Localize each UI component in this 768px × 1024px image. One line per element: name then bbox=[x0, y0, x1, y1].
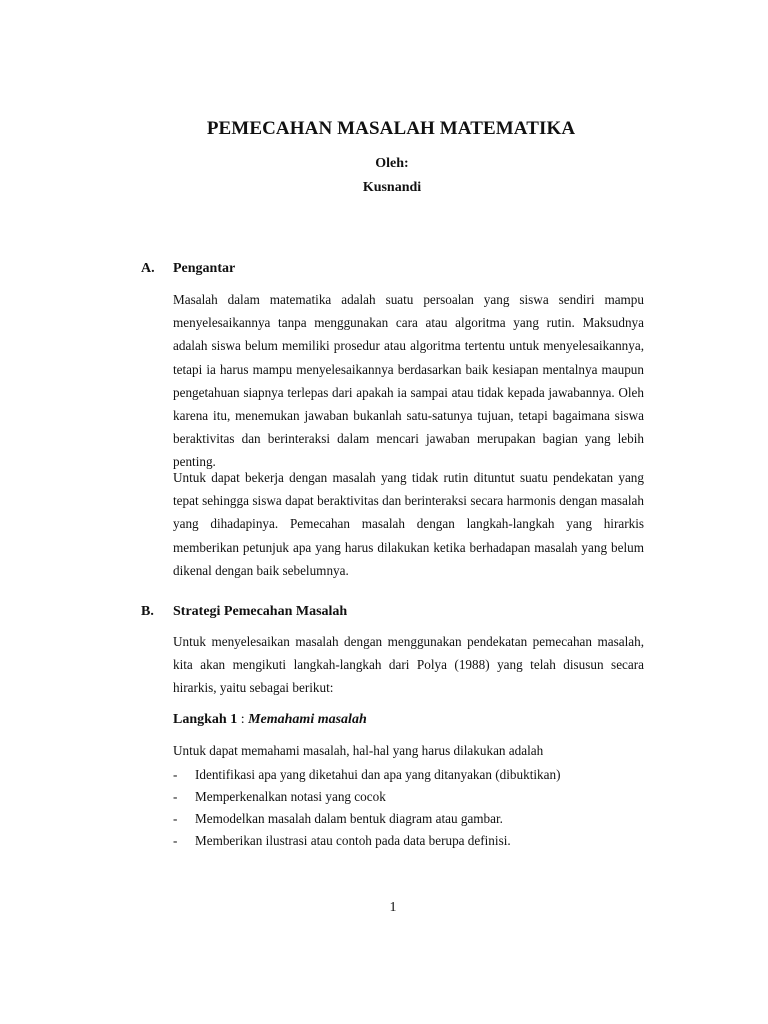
section-a-paragraph-2: Untuk dapat bekerja dengan masalah yang tidak rutin dituntut suatu pendekatan yang tepat sehingga siswa dapat beraktivitas dan berinteraksi secara harmonis dengan masalah yang dihadapinya. Pemecahan masalah dengan langkah-langkah yang hirarkis memberikan petunjuk apa yang harus dilakukan ketika berhadapan masalah yang belum dikenal dengan baik sebelumnya. bbox=[173, 470, 644, 578]
section-a-letter: A. bbox=[141, 261, 155, 276]
section-a-title: Pengantar bbox=[173, 261, 236, 276]
step-separator: : bbox=[237, 712, 249, 727]
list-item-text: Identifikasi apa yang diketahui dan apa yang ditanyakan (dibuktikan) bbox=[195, 767, 561, 782]
list-marker: - bbox=[173, 789, 178, 804]
section-b-letter: B. bbox=[141, 604, 154, 619]
list-item-text: Memperkenalkan notasi yang cocok bbox=[195, 789, 386, 804]
step-intro: Untuk dapat memahami masalah, hal-hal yang harus dilakukan adalah bbox=[173, 743, 544, 758]
list-item-text: Memberikan ilustrasi atau contoh pada data berupa definisi. bbox=[195, 833, 511, 848]
step-heading bbox=[173, 712, 367, 728]
step-label: Langkah 1 bbox=[173, 712, 238, 727]
document-title: PEMECAHAN MASALAH MATEMATIKA bbox=[206, 118, 576, 139]
list-marker: - bbox=[173, 767, 178, 782]
list-item-text: Memodelkan masalah dalam bentuk diagram atau gambar. bbox=[195, 811, 503, 826]
section-b-title: Strategi Pemecahan Masalah bbox=[173, 604, 348, 619]
by-label: Oleh: bbox=[375, 156, 409, 171]
step-name: Memahami masalah bbox=[248, 712, 367, 727]
section-b-paragraph-1: Untuk menyelesaikan masalah dengan menggunakan pendekatan pemecahan masalah, kita akan mengikuti langkah-langkah dari Polya (1988) yang telah disusun secara hirarkis, yaitu sebagai berikut: bbox=[173, 634, 644, 696]
page-number: 1 bbox=[389, 900, 397, 915]
author-name: Kusnandi bbox=[362, 180, 422, 195]
list-marker: - bbox=[173, 811, 178, 826]
list-marker: - bbox=[173, 833, 178, 848]
section-a-paragraph-1: Masalah dalam matematika adalah suatu persoalan yang siswa sendiri mampu menyelesaikannya tanpa menggunakan cara atau algoritma yang rutin. Maksudnya adalah siswa belum memiliki prosedur atau algoritma tertentu untuk menyelesaikannya, tetapi ia harus mampu menyelesaikannya berdasarkan baik kesiapan mentalnya maupun pengetahuan siapnya terlepas dari apakah ia sampai atau tidak kepada jawabannya. Oleh karena itu, menemukan jawaban bukanlah satu-satunya tujuan, tetapi bagaimana siswa beraktivitas dan berinteraksi dalam mencari jawaban merupakan bagian yang lebih penting. bbox=[173, 292, 644, 470]
